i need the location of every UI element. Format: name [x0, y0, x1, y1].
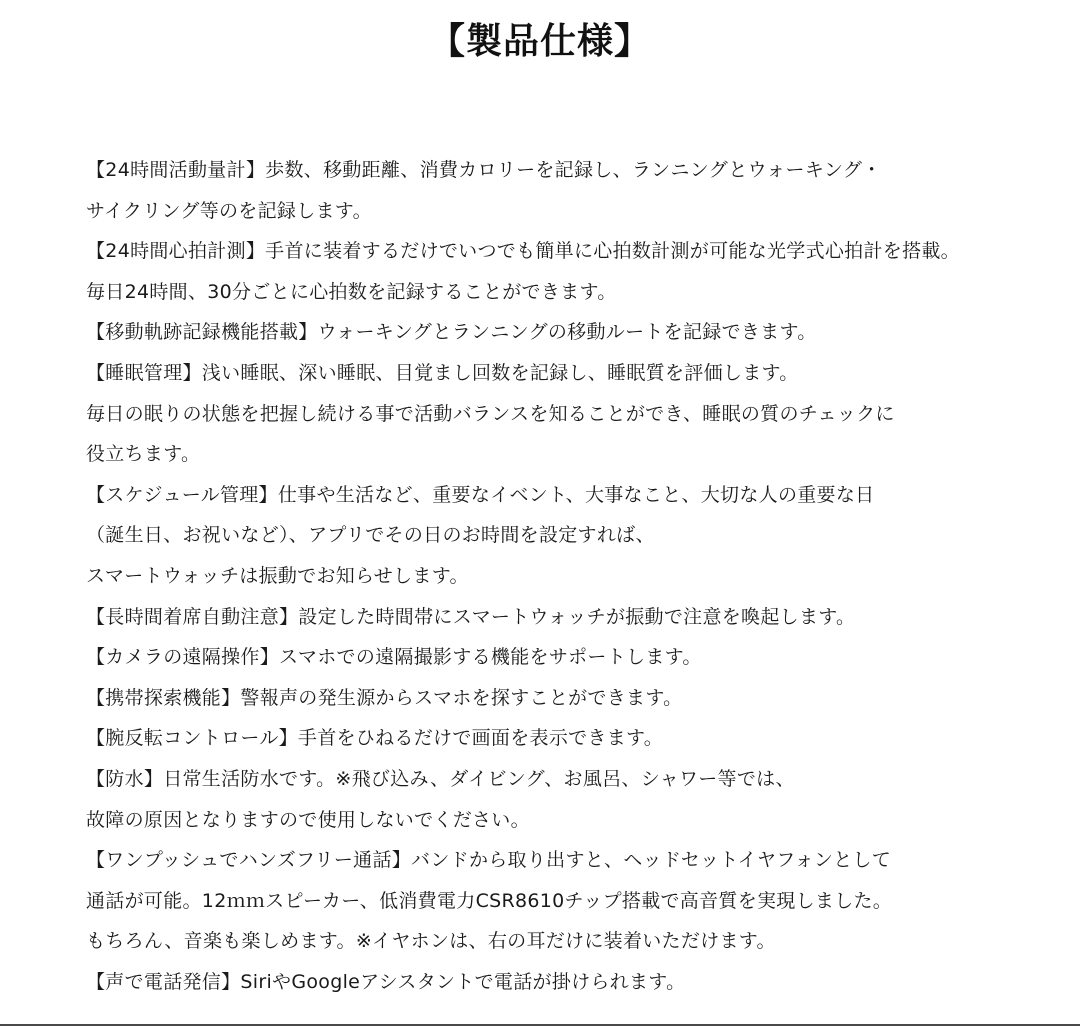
spec-line: 故障の原因となりますので使用しないでください。 [86, 808, 530, 831]
spec-line: 【睡眠管理】浅い睡眠、深い睡眠、目覚まし回数を記録し、睡眠質を評価します。 [86, 361, 799, 384]
spec-line: 【カメラの遠隔操作】スマホでの遠隔撮影する機能をサポートします。 [86, 646, 702, 669]
spec-line: 【24時間活動量計】歩数、移動距離、消費カロリーを記録し、ランニングとウォーキング・ [86, 159, 882, 181]
spec-line: スマートウォッチは振動でお知らせします。 [86, 564, 469, 587]
spec-line: サイクリング等のを記録します。 [86, 199, 372, 222]
spec-line: 【24時間心拍計測】手首に装着するだけでいつでも簡単に心拍数計測が可能な光学式心拍計を搭載。 [86, 240, 960, 263]
spec-line: 役立ちます。 [86, 443, 201, 466]
spec-line: （誕生日、お祝いなど）、アプリでその日のお時間を設定すれば、 [86, 524, 655, 547]
spec-line: 【防水】日常生活防水です。※飛び込み、ダイビング、お風呂、シャワー等では、 [86, 767, 795, 790]
spec-line: 【長時間着席自動注意】設定した時間帯にスマートウォッチが振動で注意を喚起します。 [86, 605, 856, 628]
spec-line: 毎日の眠りの状態を把握し続ける事で活動バランスを知ることができ、睡眠の質のチェックに [86, 402, 895, 425]
spec-line: 【腕反転コントロール】手首をひねるだけで画面を表示できます。 [86, 727, 664, 750]
spec-line: 【移動軌跡記録機能搭載】ウォーキングとランニングの移動ルートを記録できます。 [86, 321, 817, 344]
spec-list [86, 150, 1066, 1002]
page-title: 【製品仕様】 [428, 21, 651, 62]
spec-line: 【携帯探索機能】警報声の発生源からスマホを探すことができます。 [86, 686, 683, 709]
spec-line: もちろん、音楽も楽しめます。※イヤホンは、右の耳だけに装着いただけます。 [86, 930, 776, 953]
bottom-divider [0, 1024, 1080, 1026]
spec-line: 【声で電話発信】SiriやGoogleアシスタントで電話が掛けられます。 [86, 970, 686, 993]
spec-line: 通話が可能。12ｍｍスピーカー、低消費電力CSR8610チップ搭載で高音質を実現しました。 [86, 889, 893, 912]
spec-line: 【スケジュール管理】仕事や生活など、重要なイベント、大事なこと、大切な人の重要な日 [86, 483, 875, 506]
spec-line: 【ワンプッシュでハンズフリー通話】バンドから取り出すと、ヘッドセットイヤフォンとして [86, 849, 892, 872]
spec-line: 毎日24時間、30分ごとに心拍数を記録することができます。 [86, 280, 617, 303]
